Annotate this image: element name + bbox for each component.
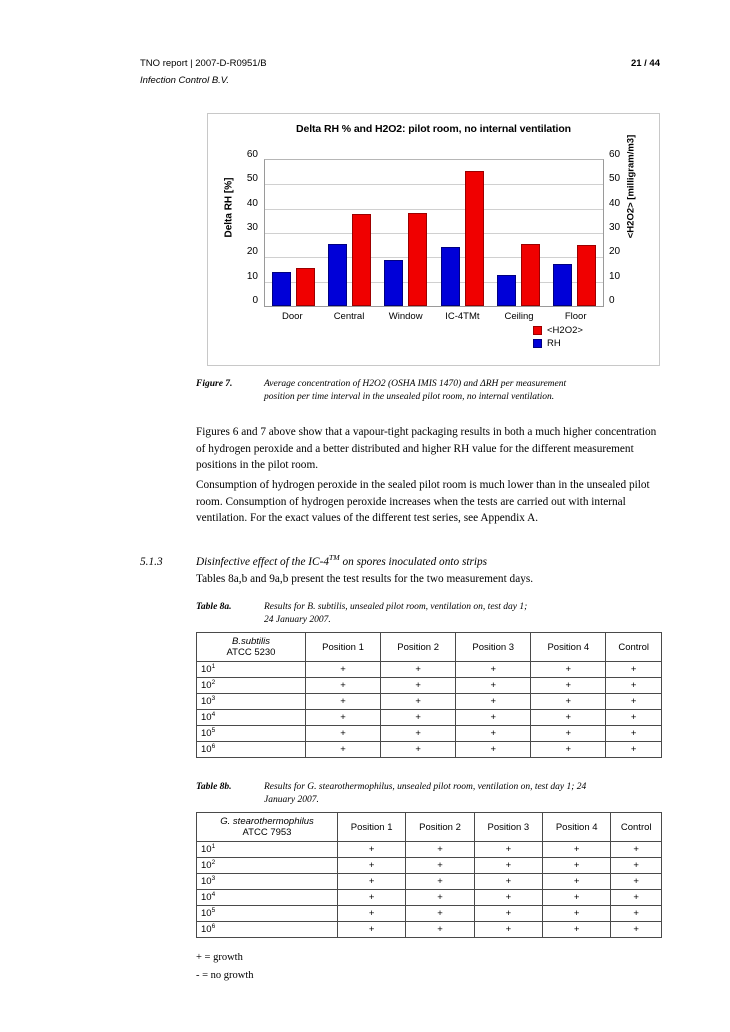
section-title-post: on spores inoculated onto strips bbox=[339, 556, 488, 568]
y-tick-label: 30 bbox=[246, 222, 258, 233]
table-header-organism bbox=[197, 633, 306, 662]
bar-rh bbox=[553, 264, 572, 306]
dilution-exponent: 5 bbox=[211, 726, 216, 734]
dilution-exponent: 2 bbox=[211, 678, 216, 686]
organization-name: Infection Control B.V. bbox=[140, 75, 230, 86]
atcc-number: ATCC 5230 bbox=[226, 647, 276, 658]
table-8b-label: Table 8b. bbox=[196, 782, 232, 792]
result-cell: + bbox=[338, 842, 406, 858]
result-cell: + bbox=[406, 874, 474, 890]
result-cell: + bbox=[531, 726, 606, 742]
body-paragraph-2: Consumption of hydrogen peroxide in the sealed pilot room is much lower than in the unsealed pilot room. Consumption of hydrogen peroxide increases when the tests are carried out with internal ventilation. For the exact values of the different test series, see Appendix A. bbox=[196, 479, 650, 525]
result-cell: + bbox=[611, 842, 662, 858]
bar-h2o2 bbox=[352, 214, 371, 306]
result-cell: + bbox=[606, 662, 662, 678]
table-row bbox=[197, 874, 662, 890]
dilution-exponent: 4 bbox=[211, 890, 216, 898]
legend-item bbox=[533, 338, 653, 349]
result-cell: + bbox=[474, 906, 542, 922]
bar-rh bbox=[328, 244, 347, 306]
footnote-growth: + = growth bbox=[196, 952, 243, 963]
section-number: 5.1.3 bbox=[140, 556, 163, 568]
organism-name: B.subtilis bbox=[231, 636, 270, 647]
result-cell: + bbox=[474, 842, 542, 858]
dilution-exponent: 4 bbox=[211, 710, 216, 718]
bar-h2o2 bbox=[296, 268, 315, 306]
table-8a-caption bbox=[196, 601, 662, 628]
result-cell: + bbox=[406, 906, 474, 922]
figure-caption-line2: position per time interval in the unsealed pilot room, no internal ventilation. bbox=[264, 392, 555, 403]
table-8a bbox=[196, 632, 662, 758]
y-axis-ticks-left bbox=[236, 149, 258, 310]
result-cell: + bbox=[381, 678, 456, 694]
result-cell: + bbox=[406, 842, 474, 858]
result-cell: + bbox=[606, 742, 662, 758]
y-tick-label: 40 bbox=[246, 197, 258, 209]
table-8a-caption-line2: 24 January 2007. bbox=[264, 615, 331, 626]
result-cell: + bbox=[456, 678, 531, 694]
figure-7-chart bbox=[207, 113, 660, 366]
result-cell: + bbox=[381, 694, 456, 710]
table-8b-caption-line1: Results for G. stearothermophilus, unsealed pilot room, ventilation on, test day 1; 24 bbox=[264, 782, 587, 792]
footnote-no-growth: - = no growth bbox=[196, 970, 254, 981]
y-axis-title-left: Delta RH [%] bbox=[223, 177, 235, 238]
y-tick-label: 10 bbox=[246, 270, 258, 282]
table-8a-label: Table 8a. bbox=[196, 602, 232, 612]
body-paragraph-1: Figures 6 and 7 above show that a vapour-tight packaging results in both a much higher concentration of hydrogen peroxide and a better distributed and higher RH value for the different measurement positions in the pilot room. bbox=[196, 426, 657, 472]
x-tick-label: IC-4TMt bbox=[445, 311, 480, 322]
y-tick-label: 20 bbox=[609, 246, 621, 258]
figure-caption-line1: Average concentration of H2O2 (OSHA IMIS 1470) and ΔRH per measurement bbox=[264, 379, 567, 389]
table-row bbox=[197, 842, 662, 858]
table-row bbox=[197, 906, 662, 922]
y-tick-label: 50 bbox=[246, 173, 258, 185]
section-title bbox=[196, 554, 487, 571]
legend-swatch-icon bbox=[533, 339, 542, 348]
result-cell: + bbox=[456, 662, 531, 678]
result-cell: + bbox=[531, 742, 606, 758]
result-cell: + bbox=[611, 922, 662, 938]
table-column-header: Position 1 bbox=[306, 633, 381, 662]
table-row bbox=[197, 662, 662, 678]
dilution-label: $10^5$ bbox=[197, 726, 306, 742]
result-cell: + bbox=[543, 890, 611, 906]
bar-rh bbox=[384, 260, 403, 306]
dilution-label: $10^6$ bbox=[197, 742, 306, 758]
result-cell: + bbox=[306, 662, 381, 678]
result-cell: + bbox=[531, 694, 606, 710]
y-tick-label: 40 bbox=[609, 197, 621, 209]
table-8a-caption-line1: Results for B. subtilis, unsealed pilot room, ventilation on, test day 1; bbox=[264, 602, 528, 612]
result-cell: + bbox=[543, 858, 611, 874]
bar-h2o2 bbox=[577, 245, 596, 306]
legend-label: RH bbox=[547, 338, 561, 349]
result-cell: + bbox=[338, 890, 406, 906]
chart-plot-area bbox=[208, 134, 661, 349]
plot-frame bbox=[264, 159, 604, 307]
result-cell: + bbox=[306, 694, 381, 710]
table-column-header: Position 4 bbox=[543, 813, 611, 842]
result-cell: + bbox=[306, 710, 381, 726]
result-cell: + bbox=[456, 710, 531, 726]
result-cell: + bbox=[338, 858, 406, 874]
result-cell: + bbox=[456, 726, 531, 742]
result-cell: + bbox=[606, 710, 662, 726]
bar-group bbox=[434, 160, 490, 306]
bar-group bbox=[547, 160, 603, 306]
result-cell: + bbox=[606, 678, 662, 694]
dilution-label: $10^2$ bbox=[197, 858, 338, 874]
result-cell: + bbox=[543, 906, 611, 922]
result-cell: + bbox=[474, 890, 542, 906]
bar-rh bbox=[497, 275, 516, 306]
result-cell: + bbox=[543, 922, 611, 938]
table-header-row bbox=[197, 633, 662, 662]
table-column-header: Position 2 bbox=[406, 813, 474, 842]
table-column-header: Control bbox=[611, 813, 662, 842]
bar-group bbox=[321, 160, 377, 306]
page-number: 21 / 44 bbox=[630, 58, 660, 69]
table-row bbox=[197, 694, 662, 710]
dilution-exponent: 5 bbox=[211, 906, 216, 914]
result-cell: + bbox=[543, 874, 611, 890]
dilution-label: $10^3$ bbox=[197, 694, 306, 710]
result-cell: + bbox=[611, 906, 662, 922]
dilution-exponent: 2 bbox=[211, 858, 216, 866]
result-cell: + bbox=[406, 858, 474, 874]
bar-rh bbox=[272, 272, 291, 306]
bar-rh bbox=[441, 247, 460, 306]
result-cell: + bbox=[306, 742, 381, 758]
legend-swatch-icon bbox=[533, 326, 542, 335]
dilution-label: $10^3$ bbox=[197, 874, 338, 890]
result-cell: + bbox=[338, 922, 406, 938]
table-8b-caption bbox=[196, 781, 662, 808]
y-tick-label: 50 bbox=[609, 173, 621, 185]
table-row bbox=[197, 726, 662, 742]
page-header bbox=[140, 58, 660, 86]
figure-caption-label: Figure 7. bbox=[196, 379, 233, 389]
result-cell: + bbox=[611, 890, 662, 906]
table-row bbox=[197, 890, 662, 906]
result-cell: + bbox=[531, 662, 606, 678]
table-header-organism bbox=[197, 813, 338, 842]
table-column-header: Control bbox=[606, 633, 662, 662]
bar-group bbox=[490, 160, 546, 306]
result-cell: + bbox=[611, 874, 662, 890]
section-title-pre: Disinfective effect of the IC-4 bbox=[196, 556, 330, 568]
result-cell: + bbox=[381, 726, 456, 742]
bar-h2o2 bbox=[408, 213, 427, 306]
dilution-label: $10^6$ bbox=[197, 922, 338, 938]
figure-caption bbox=[196, 378, 662, 405]
y-axis-title-right: <H2O2> [milligram/m3] bbox=[625, 134, 637, 239]
dilution-label: $10^2$ bbox=[197, 678, 306, 694]
y-tick-label: 0 bbox=[252, 295, 258, 306]
dilution-exponent: 3 bbox=[211, 694, 216, 702]
result-cell: + bbox=[381, 710, 456, 726]
chart-legend bbox=[533, 325, 653, 351]
bar-h2o2 bbox=[521, 244, 540, 306]
result-cell: + bbox=[406, 890, 474, 906]
result-cell: + bbox=[338, 906, 406, 922]
bar-group bbox=[378, 160, 434, 306]
result-cell: + bbox=[306, 726, 381, 742]
table-column-header: Position 4 bbox=[531, 633, 606, 662]
bar-groups bbox=[265, 160, 603, 306]
table-column-header: Position 1 bbox=[338, 813, 406, 842]
table-column-header: Position 3 bbox=[474, 813, 542, 842]
x-tick-label: Central bbox=[333, 311, 365, 322]
y-tick-label: 10 bbox=[609, 270, 621, 282]
table-row bbox=[197, 858, 662, 874]
result-cell: + bbox=[338, 874, 406, 890]
result-cell: + bbox=[381, 742, 456, 758]
y-axis-ticks-right bbox=[609, 149, 631, 310]
x-tick-label: Window bbox=[388, 311, 423, 322]
x-tick-label: Ceiling bbox=[504, 311, 534, 322]
table-row bbox=[197, 742, 662, 758]
y-tick-label: 60 bbox=[609, 149, 621, 160]
result-cell: + bbox=[474, 922, 542, 938]
x-tick-label: Floor bbox=[564, 311, 587, 322]
dilution-label: $10^1$ bbox=[197, 662, 306, 678]
dilution-exponent: 1 bbox=[211, 842, 216, 850]
y-tick-label: 30 bbox=[609, 222, 621, 233]
result-cell: + bbox=[606, 726, 662, 742]
dilution-exponent: 1 bbox=[211, 662, 216, 670]
result-cell: + bbox=[306, 678, 381, 694]
dilution-label: $10^4$ bbox=[197, 710, 306, 726]
legend-item bbox=[533, 325, 653, 336]
legend-label: <H2O2> bbox=[547, 325, 583, 336]
dilution-exponent: 6 bbox=[211, 742, 216, 750]
y-tick-label: 0 bbox=[609, 295, 615, 306]
result-cell: + bbox=[474, 858, 542, 874]
x-tick-label: Door bbox=[282, 311, 303, 322]
table-header-row bbox=[197, 813, 662, 842]
dilution-exponent: 3 bbox=[211, 874, 216, 882]
report-id: TNO report | 2007-D-R0951/B bbox=[140, 58, 267, 69]
table-column-header: Position 3 bbox=[456, 633, 531, 662]
result-cell: + bbox=[606, 694, 662, 710]
dilution-label: $10^1$ bbox=[197, 842, 338, 858]
section-subtitle: Tables 8a,b and 9a,b present the test results for the two measurement days. bbox=[196, 573, 534, 585]
organism-name: G. stearothermophilus bbox=[220, 816, 314, 827]
table-row bbox=[197, 710, 662, 726]
table-row bbox=[197, 922, 662, 938]
result-cell: + bbox=[543, 842, 611, 858]
dilution-label: $10^4$ bbox=[197, 890, 338, 906]
table-column-header: Position 2 bbox=[381, 633, 456, 662]
chart-title: Delta RH % and H2O2: pilot room, no internal ventilation bbox=[295, 123, 571, 135]
bar-group bbox=[265, 160, 321, 306]
dilution-label: $10^5$ bbox=[197, 906, 338, 922]
atcc-number: ATCC 7953 bbox=[242, 827, 292, 838]
y-tick-label: 20 bbox=[246, 246, 258, 258]
result-cell: + bbox=[381, 662, 456, 678]
dilution-exponent: 6 bbox=[211, 922, 216, 930]
x-axis-labels bbox=[264, 311, 604, 322]
result-cell: + bbox=[531, 678, 606, 694]
result-cell: + bbox=[406, 922, 474, 938]
result-cell: + bbox=[456, 694, 531, 710]
result-cell: + bbox=[611, 858, 662, 874]
result-cell: + bbox=[531, 710, 606, 726]
result-cell: + bbox=[456, 742, 531, 758]
y-tick-label: 60 bbox=[246, 149, 258, 160]
trademark-superscript: TM bbox=[329, 553, 340, 563]
table-row bbox=[197, 678, 662, 694]
table-8b bbox=[196, 812, 662, 938]
table-8b-caption-line2: January 2007. bbox=[264, 795, 319, 806]
result-cell: + bbox=[474, 874, 542, 890]
bar-h2o2 bbox=[465, 171, 484, 306]
